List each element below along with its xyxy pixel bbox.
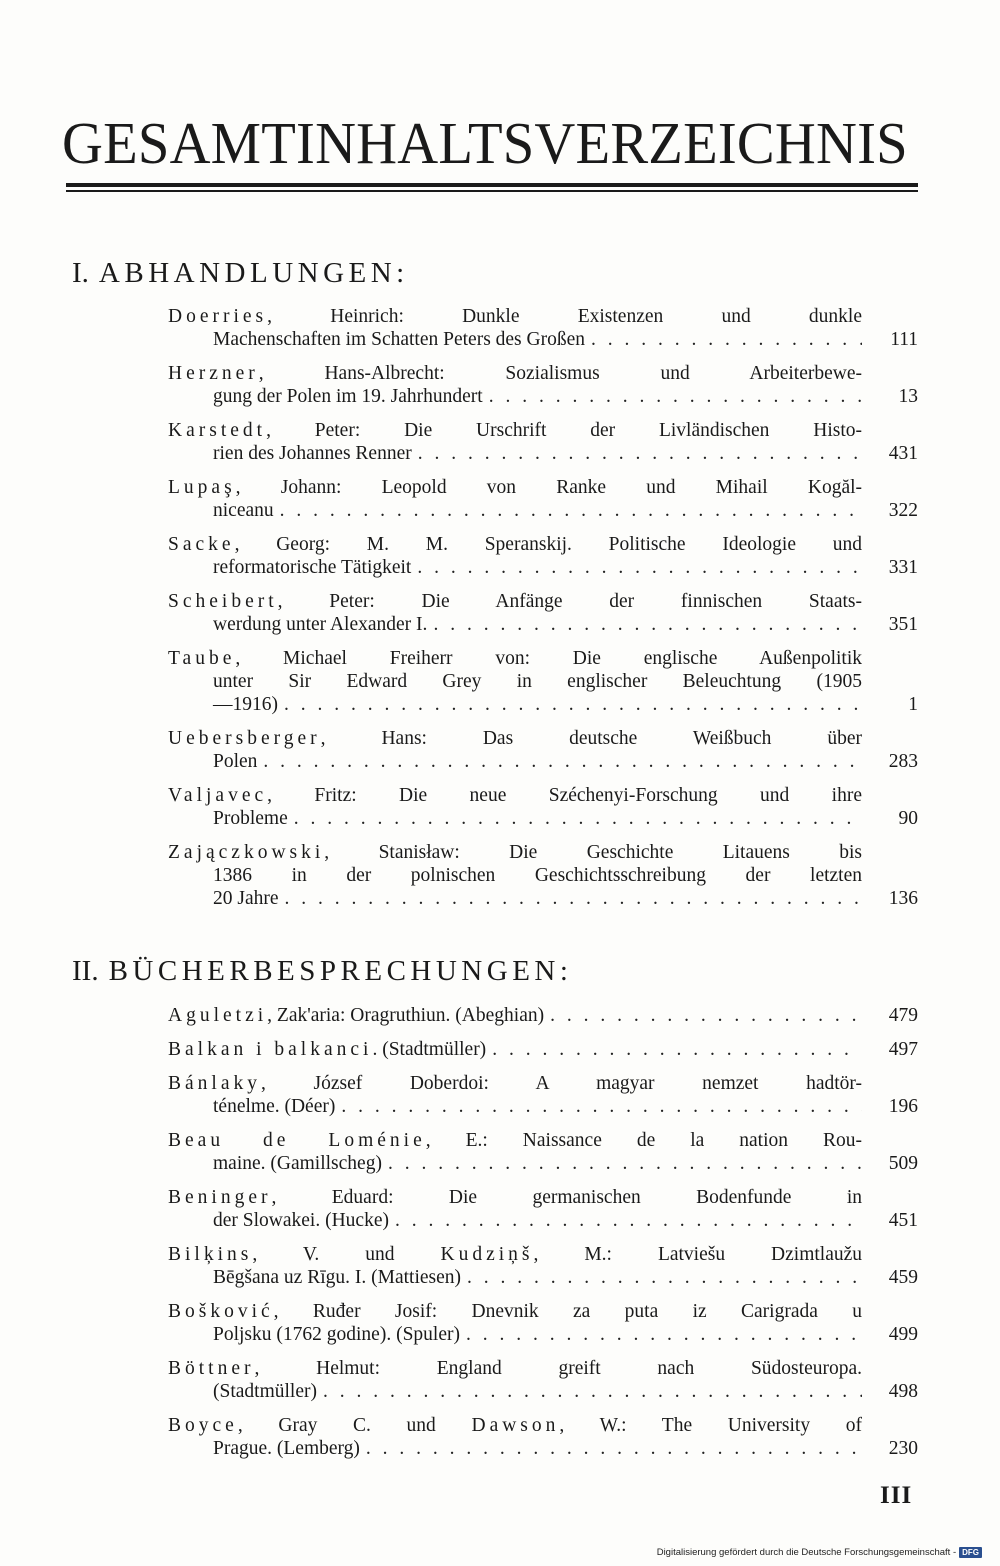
list-item[interactable]: Scheibert, Peter: Die Anfänge der finnischen Staats- werdung unter Alexander I. . . . 351 — [168, 590, 862, 636]
list-item[interactable]: Beninger, Eduard: Die germanischen Bodenfunde in der Slowakei. (Hucke) . . . 451 — [168, 1186, 862, 1232]
page-number: 499 — [888, 1324, 918, 1345]
dfg-logo: DFG — [959, 1547, 982, 1558]
list-item[interactable]: Valjavec, Fritz: Die neue Széchenyi-Forschung und ihre Probleme . . . 90 — [168, 784, 862, 830]
list-item[interactable]: Herzner, Hans-Albrecht: Sozialismus und Arbeiterbewe- gung der Polen im 19. Jahrhundert . . . 13 — [168, 362, 862, 408]
section-heading-buecherbesprechungen: II. BÜCHERBESPRECHUNGEN: — [72, 955, 573, 987]
page-number: 459 — [888, 1267, 918, 1288]
page-number: 509 — [888, 1153, 918, 1174]
list-item[interactable]: Balkan i balkanci. (Stadtmüller) . . . 497 — [168, 1038, 862, 1061]
page-number: 351 — [888, 614, 918, 635]
list-item[interactable]: Zajączkowski, Stanisław: Die Geschichte Litauens bis 1386 in der polnischen Geschichtsschreibung der letzten 20 Jahre . . . 136 — [168, 841, 862, 910]
title-rule-thin — [66, 190, 918, 192]
page-number: 230 — [888, 1438, 918, 1459]
page-number: 283 — [888, 751, 918, 772]
page-number: 111 — [890, 329, 918, 350]
list-item[interactable]: Bilķins, V. und Kudziņš, M.: Latviešu Dzimtlaužu Bēgšana uz Rīgu. I. (Mattiesen) . . . 459 — [168, 1243, 862, 1289]
list-item[interactable]: Boyce, Gray C. und Dawson, W.: The University of Prague. (Lemberg) . . . 230 — [168, 1414, 862, 1460]
list-item[interactable]: Sacke, Georg: M. M. Speranskij. Politische Ideologie und reformatorische Tätigkeit . . . 331 — [168, 533, 862, 579]
page-number: 497 — [888, 1039, 918, 1060]
list-item[interactable]: Uebersberger, Hans: Das deutsche Weißbuch über Polen . . . 283 — [168, 727, 862, 773]
list-item[interactable]: Taube, Michael Freiherr von: Die englische Außenpolitik unter Sir Edward Grey in englischer Beleuchtung (1905 —1916) . . . 1 — [168, 647, 862, 716]
section-heading-abhandlungen: I. ABHANDLUNGEN: — [72, 257, 409, 289]
page-number: 13 — [898, 386, 918, 407]
page-title: GESAMTINHALTSVERZEICHNIS — [62, 110, 908, 176]
list-item[interactable]: Aguletzi, Zak'aria: Oragruthiun. (Abeghian) . . . 479 — [168, 1004, 862, 1027]
list-item[interactable]: Böttner, Helmut: England greift nach Südosteuropa. (Stadtmüller) . . . 498 — [168, 1357, 862, 1403]
page-number: 331 — [888, 557, 918, 578]
list-item[interactable]: Lupaş, Johann: Leopold von Ranke und Mihail Kogăl- niceanu . . . 322 — [168, 476, 862, 522]
abhandlungen-list — [168, 305, 918, 921]
list-item[interactable]: Bánlaky, József Doberdoi: A magyar nemzet hadtör- ténelme. (Déer) . . . 196 — [168, 1072, 862, 1118]
page-number: 479 — [888, 1005, 918, 1026]
footer-text: Digitalisierung gefördert durch die Deutsche Forschungsgemeinschaft - — [656, 1547, 957, 1558]
digitization-footer — [657, 1547, 982, 1558]
page-number: 431 — [888, 443, 918, 464]
page-number: 90 — [898, 808, 918, 829]
list-item[interactable]: Bošković, Ruđer Josif: Dnevnik za puta iz Carigrada u Poljsku (1762 godine). (Spuler) . . . 499 — [168, 1300, 862, 1346]
page-number: 498 — [888, 1381, 918, 1402]
list-item[interactable]: Beau de Loménie, E.: Naissance de la nation Rou- maine. (Gamillscheg) . . . 509 — [168, 1129, 862, 1175]
buecherbesprechungen-list — [168, 1004, 918, 1471]
page-number: 136 — [888, 888, 918, 909]
list-item[interactable]: Karstedt, Peter: Die Urschrift der Livländischen Histo- rien des Johannes Renner . . . 431 — [168, 419, 862, 465]
folio-page-number: III — [880, 1482, 913, 1509]
list-item[interactable]: Doerries, Heinrich: Dunkle Existenzen und dunkle Machenschaften im Schatten Peters des Großen . . . 111 — [168, 305, 862, 351]
page-number: 322 — [888, 500, 918, 521]
title-rule-thick — [66, 183, 918, 187]
page-number: 196 — [888, 1096, 918, 1117]
page-number: 1 — [908, 694, 918, 715]
page-number: 451 — [888, 1210, 918, 1231]
